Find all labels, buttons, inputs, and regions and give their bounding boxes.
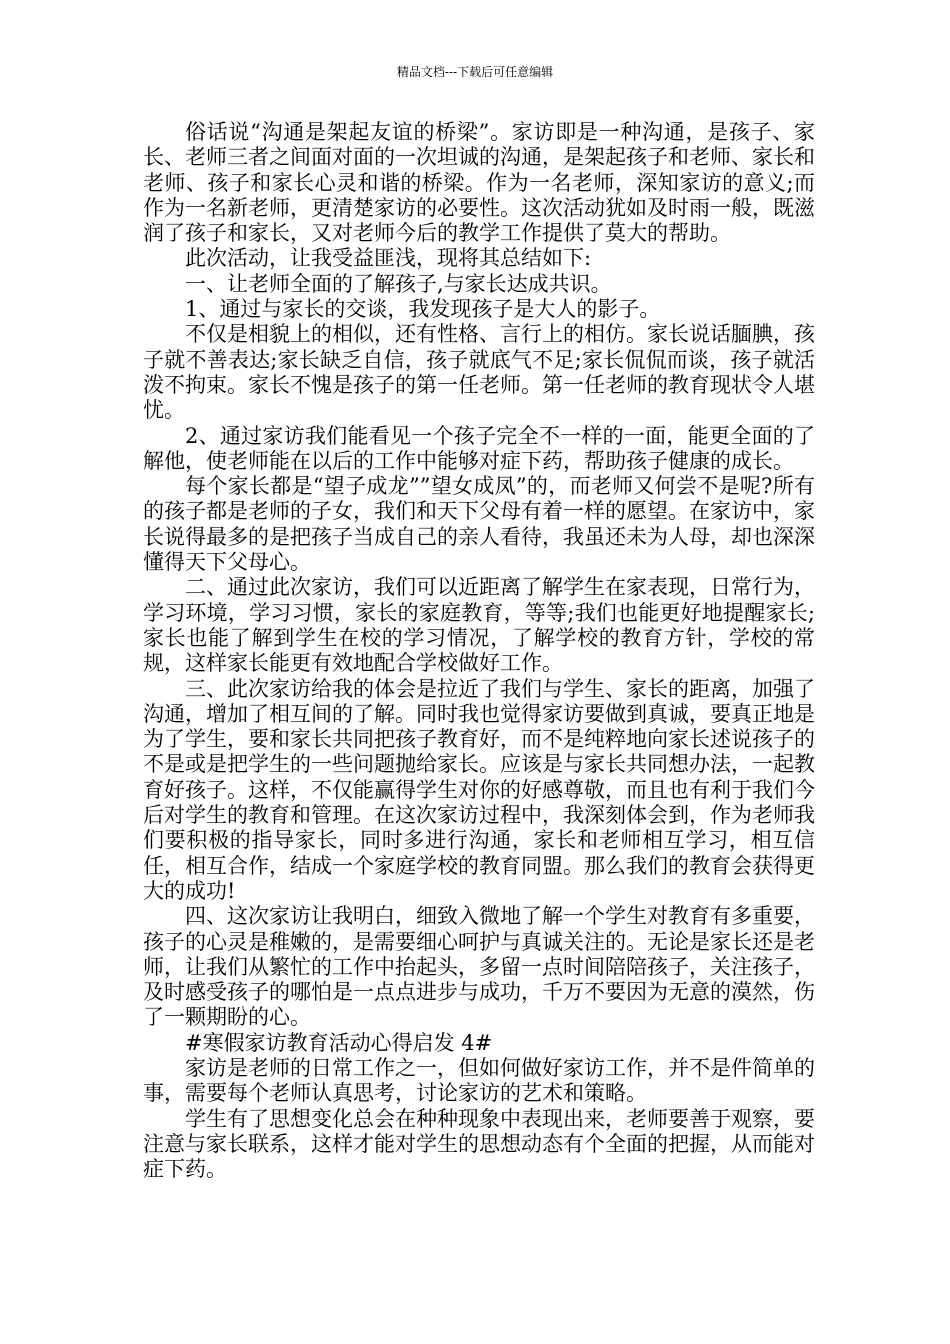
paragraph: 学生有了思想变化总会在种种现象中表现出来，老师要善于观察，要注意与家长联系，这样才能对学生的思想动态有个全面的把握，从而能对症下药。 <box>143 1106 815 1182</box>
paragraph: 四、这次家访让我明白，细致入微地了解一个学生对教育有多重要，孩子的心灵是稚嫩的，是需要细心呵护与真诚关注的。无论是家长还是老师，让我们从繁忙的工作中抬起头，多留一点时间陪陪孩子，关注孩子，及时感受孩子的哪怕是一点点进步与成功，千万不要因为无意的漠然，伤了一颗期盼的心。 <box>143 904 815 1030</box>
paragraph: 俗话说“沟通是架起友谊的桥梁”。家访即是一种沟通，是孩子、家长、老师三者之间面对面的一次坦诚的沟通，是架起孩子和老师、家长和老师、孩子和家长心灵和谐的桥梁。作为一名老师，深知家访的意义;而作为一名新老师，更清楚家访的必要性。这次活动犹如及时雨一般，既滋润了孩子和家长，又对老师今后的教学工作提供了莫大的帮助。 <box>143 120 815 246</box>
page-header: 精品文档---下载后可任意编辑 <box>396 65 554 79</box>
paragraph: 1、通过与家长的交谈，我发现孩子是大人的影子。 <box>185 297 661 322</box>
document-body <box>143 120 815 1182</box>
paragraph: 不仅是相貌上的相似，还有性格、言行上的相仿。家长说话腼腆，孩子就不善表达;家长缺乏自信，孩子就底气不足;家长侃侃而谈，孩子就活泼不拘束。家长不愧是孩子的第一任老师。第一任老师的教育现状令人堪忧。 <box>143 322 815 423</box>
section-heading: #寒假家访教育活动心得启发 4# <box>185 1030 493 1055</box>
section-heading: 一、让老师全面的了解孩子,与家长达成共识。 <box>185 271 612 296</box>
paragraph: 三、此次家访给我的体会是拉近了我们与学生、家长的距离，加强了沟通，增加了相互间的了解。同时我也觉得家访要做到真诚，要真正地是为了学生，要和家长共同把孩子教育好，而不是纯粹地向家长述说孩子的不是或是把学生的一些问题抛给家长。应该是与家长共同想办法，一起教育好孩子。这样，不仅能赢得学生对你的好感尊敬，而且也有利于我们今后对学生的教育和管理。在这次家访过程中，我深刻体会到，作为老师我们要积极的指导家长，同时多进行沟通，家长和老师相互学习，相互信任，相互合作，结成一个家庭学校的教育同盟。那么我们的教育会获得更大的成功! <box>143 676 815 903</box>
paragraph: 此次活动，让我受益匪浅，现将其总结如下: <box>185 246 592 271</box>
paragraph: 二、通过此次家访，我们可以近距离了解学生在家表现，日常行为，学习环境，学习习惯，家长的家庭教育，等等;我们也能更好地提醒家长;家长也能了解到学生在校的学习情况，了解学校的教育方针，学校的常规，这样家长能更有效地配合学校做好工作。 <box>143 575 815 676</box>
paragraph: 每个家长都是“望子成龙””望女成凤”的，而老师又何尝不是呢?所有的孩子都是老师的子女，我们和天下父母有着一样的愿望。在家访中，家长说得最多的是把孩子当成自己的亲人看待，我虽还未为人母，却也深深懂得天下父母心。 <box>143 474 815 575</box>
paragraph: 2、通过家访我们能看见一个孩子完全不一样的一面，能更全面的了解他，使老师能在以后的工作中能够对症下药，帮助孩子健康的成长。 <box>143 423 815 473</box>
paragraph: 家访是老师的日常工作之一，但如何做好家访工作，并不是件简单的事，需要每个老师认真思考，讨论家访的艺术和策略。 <box>143 1055 815 1106</box>
